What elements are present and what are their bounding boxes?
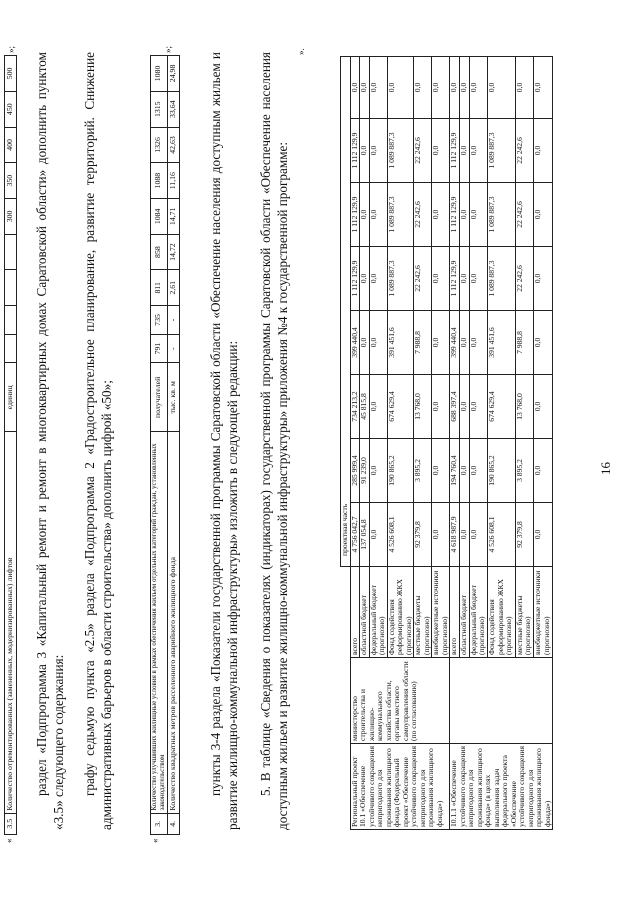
- close-mark-1: »;: [163, 45, 173, 53]
- financing-table: [340, 56, 553, 830]
- table-row: федеральный бюджет (прогнозно) 0,0 0,0 0,0 0,0 0,0 0,0 0,0 0,0: [469, 56, 488, 829]
- table-row: внебюджетные источники (прогнозно) 0,0 0,0 0,0 0,0 0,0 0,0 0,0 0,0: [534, 56, 553, 829]
- table-close-mark: ».: [296, 48, 306, 55]
- table-row: Региональный проект 10.1 «Обеспечение устойчивого сокращения непригодного для проживания жилищного фонда (Федеральный проект «Обеспечение устойчивого сокращения непригодного для проживания жилищного фонда») министерство строительства и жилищно-коммунального хозяйства области, органы местного самоуправления области (по согласованию) всего 4 756 042,7 285 999,4 734 213,2 399 440,4 1 112 129,9 1 112 129,9 1 112 129,9 0,0: [350, 56, 360, 829]
- paragraph-subprogram-3: раздел «Подпрограмма 3 «Капитальный ремонт и ремонт в многоквартирных домах Саратовской области» дополнить пунктом «3.5» следующего содержания:: [34, 52, 66, 830]
- subproject-name-cell: 10.1.1 «Обеспечение устойчивого сокращения непригодного для проживания жилищного фонда» (в целях выполнения задач федерального проекта «Обеспечение устойчивого сокращения непригодного для проживания жилищного фонда»): [450, 744, 553, 830]
- table-row: федеральный бюджет (прогнозно) 0,0 0,0 0,0 0,0 0,0 0,0 0,0 0,0: [369, 56, 387, 829]
- indicators-table: [150, 55, 180, 835]
- executor-cell-empty: [450, 658, 553, 744]
- table-row: 3.5 Количество отремонтированных (замененных, модернизированных) лифтов единиц 300 350 400 450 500: [5, 56, 17, 835]
- open-quote-1: «: [150, 838, 160, 843]
- project-name-cell: Региональный проект 10.1 «Обеспечение устойчивого сокращения непригодного для проживания жилищного фонда (Федеральный проект «Обеспечение устойчивого сокращения непригодного для проживания жилищного фонда»): [350, 744, 450, 830]
- paragraph-5: 5. В таблице «Сведения о показателях (индикаторах) государственной программы Саратовской области «Обеспечение населения доступным жильем и развитие жилищно-коммунальной инфраструктуры» приложения №4 к государственной программе:: [258, 52, 290, 830]
- page-number: 16: [598, 462, 613, 475]
- table-row: областной бюджет 0,0 0,0 0,0 0,0 0,0 0,0 0,0 0,0: [459, 56, 469, 829]
- table-row: Фонд содействия реформированию ЖКХ (прогнозно) 4 526 608,1 190 865,2 674 629,4 391 451,6 1 089 887,3 1 089 887,3 1 089 887,3 0,0: [488, 56, 515, 829]
- table-row: 10.1.1 «Обеспечение устойчивого сокращения непригодного для проживания жилищного фонда» (в целях выполнения задач федерального проекта «Обеспечение устойчивого сокращения непригодного для проживания жилищного фонда») всего 4 618 987,9 194 760,4 688 397,4 399 440,4 1 112 129,9 1 112 129,9 1 112 129,9 0,0: [450, 56, 460, 829]
- paragraph-points-3-4: пункты 3-4 раздела «Показатели государственной программы Саратовской области «Обеспечение населения доступным жильем и развитие жилищно-коммунальной инфраструктуры» изложить в следующей редакции:: [208, 52, 240, 830]
- open-quote-2: «: [4, 838, 14, 843]
- executor-cell: министерство строительства и жилищно-коммунального хозяйства области, органы местного самоуправления области (по согласованию): [350, 658, 450, 744]
- table-row: Фонд содействия реформированию ЖКХ (прогнозно) 4 526 608,1 190 865,2 674 629,4 391 451,6 1 089 887,3 1 089 887,3 1 089 887,3 0,0: [387, 56, 414, 829]
- elevators-table: [4, 55, 17, 835]
- table-row: 4. Количество квадратных метров расселенного аварийного жилищного фонда тыс. кв. м - - 2,61 14,72 14,71 11,16 42,63 33,64 24,98: [167, 56, 179, 835]
- table-row: областной бюджет 137 054,8 91 239,0 45 815,8 0,0 0,0 0,0 0,0 0,0: [360, 56, 370, 829]
- table-row: местные бюджеты (прогнозно) 92 379,8 3 895,2 13 768,0 7 988,8 22 242,6 22 242,6 22 242,6 0,0: [515, 56, 534, 829]
- table-row: 3. Количество улучшивших жилищные условия в рамках обеспечения жильем отдельных категорий граждан, установленных законодательством получателей 791 735 811 858 1084 1088 1326 1315 1080: [151, 56, 168, 835]
- table-row: внебюджетные источники (прогнозно) 0,0 0,0 0,0 0,0 0,0 0,0 0,0 0,0: [432, 56, 450, 829]
- table-header-row: [341, 56, 351, 829]
- paragraph-column-seven: графу седьмую пункта «2.5» раздела «Подпрограмма 2 «Градостроительное планирование, развитие территорий. Снижение административных барьеров в области строительства» дополнить цифрой «50»;: [82, 52, 114, 830]
- close-mark-2: »;: [6, 45, 16, 53]
- header-note: проектная часть: [341, 56, 351, 566]
- table-row: местные бюджеты (прогнозно) 92 379,8 3 895,2 13 768,0 7 988,8 22 242,6 22 242,6 22 242,6 0,0: [414, 56, 432, 829]
